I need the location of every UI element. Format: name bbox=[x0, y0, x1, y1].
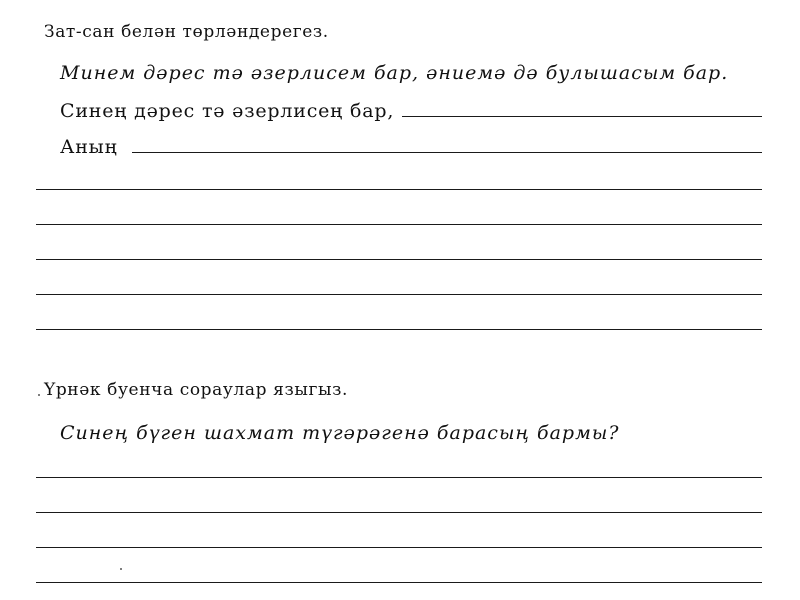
exercise1-prompt1-answer-line[interactable] bbox=[402, 115, 762, 117]
exercise1-prompt1-text: Синең дәрес тә әзерлисең бар, bbox=[60, 100, 395, 122]
exercise1-answer-line[interactable] bbox=[36, 189, 762, 190]
stray-mark bbox=[120, 568, 122, 570]
exercise2-answer-line[interactable] bbox=[36, 512, 762, 513]
exercise2-answer-line[interactable] bbox=[36, 477, 762, 478]
exercise1-prompt2-answer-line[interactable] bbox=[132, 151, 762, 153]
exercise2-answer-line[interactable] bbox=[36, 582, 762, 583]
exercise1-prompt1-row bbox=[60, 100, 762, 122]
exercise1-prompt2-text: Аның bbox=[60, 136, 118, 158]
exercise1-prompt2-row bbox=[60, 136, 762, 158]
exercise1-answer-line[interactable] bbox=[36, 259, 762, 260]
exercise2-example: Синең бүген шахмат түгәрәгенә барасың бармы? bbox=[60, 422, 620, 444]
exercise2-answer-line[interactable] bbox=[36, 547, 762, 548]
exercise1-instruction: Зат-сан белән төрләндерегез. bbox=[44, 22, 329, 42]
stray-mark bbox=[38, 394, 40, 396]
exercise1-answer-line[interactable] bbox=[36, 329, 762, 330]
exercise1-answer-line[interactable] bbox=[36, 224, 762, 225]
exercise1-answer-line[interactable] bbox=[36, 294, 762, 295]
exercise1-example: Минем дәрес тә әзерлисем бар, әниемә дә булышасым бар. bbox=[60, 62, 729, 84]
exercise2-instruction: Үрнәк буенча сораулар языгыз. bbox=[44, 380, 348, 400]
